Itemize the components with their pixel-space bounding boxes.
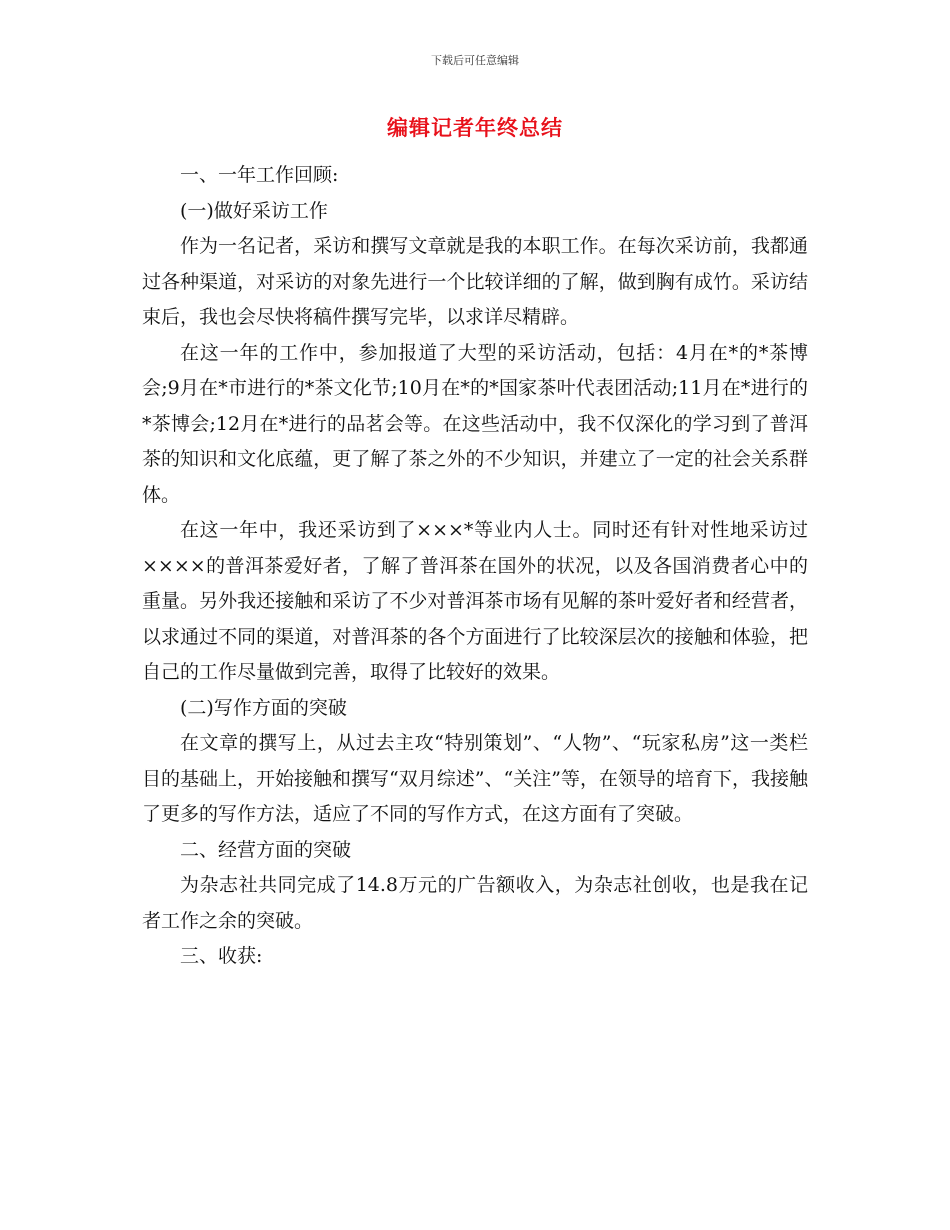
paragraph-interview-events: 在这一年的工作中，参加报道了大型的采访活动，包括：4月在*的*茶博会;9月在*市进行的*茶文化节;10月在*的*国家茶叶代表团活动;11月在*进行的*茶博会;12月在*进行的品茗会等。在这些活动中，我不仅深化的学习到了普洱茶的知识和文化底蕴，更了解了茶之外的不少知识，并建立了一定的社会关系群体。: [142, 341, 808, 506]
paragraph-interview-duty: 作为一名记者，采访和撰写文章就是我的本职工作。在每次采访前，我都通过各种渠道，对采访的对象先进行一个比较详细的了解，做到胸有成竹。采访结束后，我也会尽快将稿件撰写完毕，以求详尽精辟。: [142, 235, 808, 328]
subsection-heading-interviews: (一)做好采访工作: [180, 199, 328, 222]
section-heading-work-review: 一、一年工作回顾:: [180, 164, 339, 186]
document-title: 编辑记者年终总结: [387, 116, 563, 140]
paragraph-business: 为杂志社共同完成了14.8万元的广告额收入，为杂志社创收，也是我在记者工作之余的突破。: [142, 874, 808, 932]
paragraph-writing: 在文章的撰写上，从过去主攻“特别策划”、“人物”、“玩家私房”这一类栏目的基础上，开始接触和撰写“双月综述”、“关注”等，在领导的培育下，我接触了更多的写作方法，适应了不同的写作方式，在这方面有了突破。: [142, 732, 808, 825]
document-body: [142, 158, 808, 975]
section-heading-business: 二、经营方面的突破: [180, 838, 352, 861]
section-heading-gains: 三、收获:: [180, 945, 263, 967]
paragraph-interview-people: 在这一年中，我还采访到了×××*等业内人士。同时还有针对性地采访过××××的普洱茶爱好者，了解了普洱茶在国外的状况，以及各国消费者心中的重量。另外我还接触和采访了不少对普洱茶市场有见解的茶叶爱好者和经营者，以求通过不同的渠道，对普洱茶的各个方面进行了比较深层次的接触和体验，把自己的工作尽量做到完善，取得了比较好的效果。: [142, 519, 808, 683]
subsection-heading-writing: (二)写作方面的突破: [180, 696, 347, 719]
header-note: 下载后可任意编辑: [431, 54, 519, 67]
